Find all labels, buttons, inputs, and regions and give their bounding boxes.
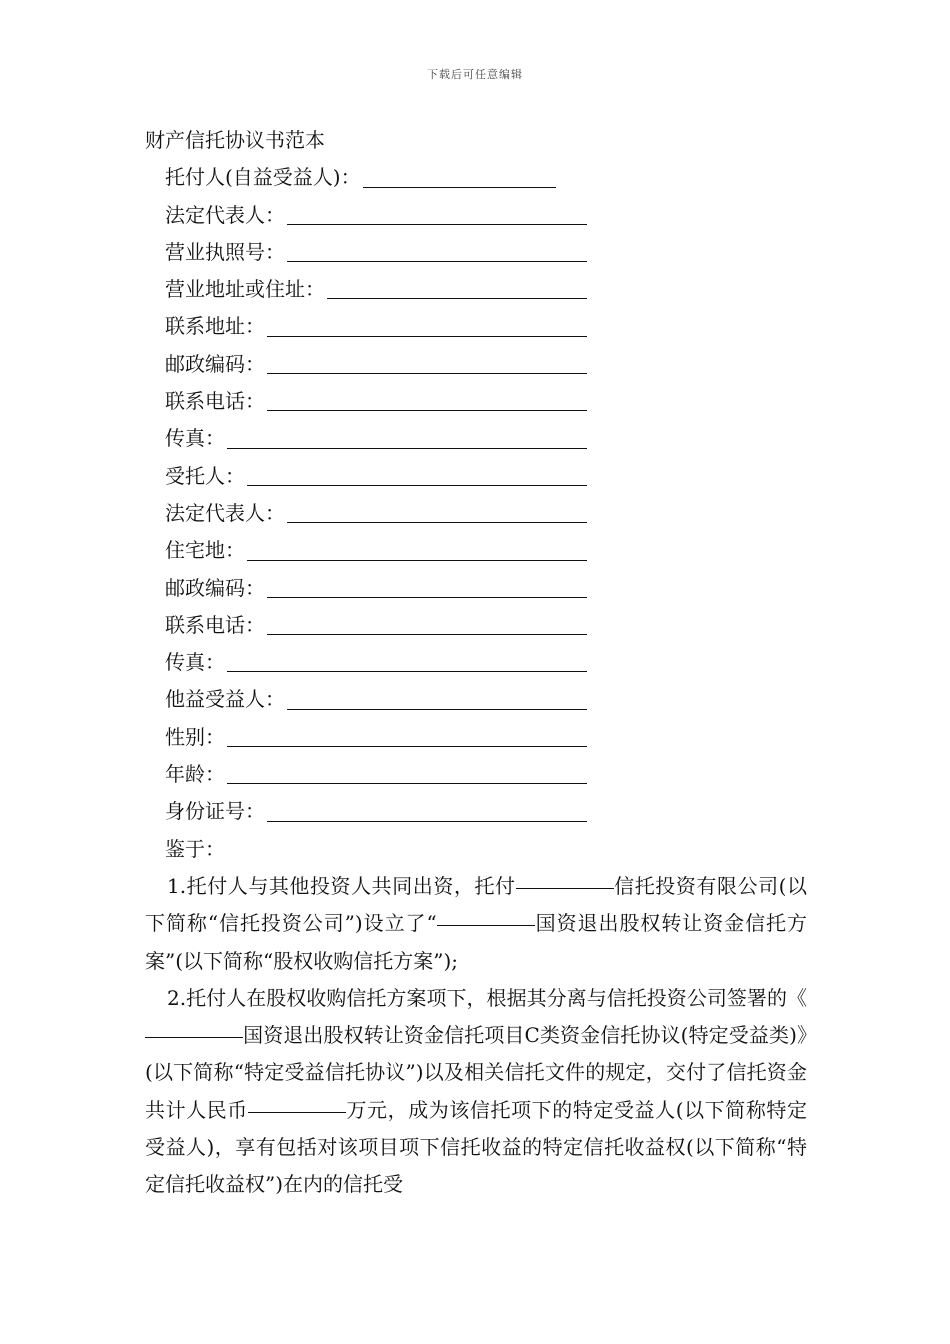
form-field-row — [145, 346, 807, 383]
form-field-row — [145, 271, 807, 308]
form-field-label: 法定代表人： — [165, 500, 285, 525]
trust-company-blank[interactable] — [516, 888, 614, 889]
form-field-row — [145, 234, 807, 271]
form-field-row — [145, 383, 807, 420]
clause-1 — [145, 868, 807, 980]
document-body — [145, 122, 807, 1204]
clause-2-text-c: 万元，成为该信托项下的特定受益人(以下简称特定受益人)，享有包括对该项目项下信托收益的特定信托收益权(以下简称“特定信托收益权”)在内的信托受 — [145, 1097, 807, 1197]
whereas-label: 鉴于： — [165, 836, 225, 861]
clause-2-text-b: 国资退出股权转让资金信托项目C类资金信托协议(特定受益类)》(以下简称“特定受益信托协议”)以及相关信托文件的规定，交付了信托资金共计人民币 — [145, 1023, 807, 1122]
form-field-row — [145, 719, 807, 756]
clause-1-text-c: 国资退出股权转让资金信托方案”(以下简称“股权收购信托方案”); — [145, 911, 808, 973]
form-field-blank[interactable] — [363, 187, 556, 188]
form-field-row — [145, 197, 807, 234]
form-field-row — [145, 681, 807, 718]
form-field-label: 传真： — [165, 650, 225, 675]
project-name-blank[interactable] — [145, 1037, 243, 1038]
form-field-blank[interactable] — [267, 597, 587, 598]
clause-1-text-b: 信托投资有限公司(以下简称“信托投资公司”)设立了“ — [145, 873, 807, 936]
form-field-label: 他益受益人： — [165, 687, 285, 712]
amount-blank[interactable] — [248, 1112, 346, 1113]
form-field-label: 联系电话： — [165, 612, 265, 637]
form-field-blank[interactable] — [267, 336, 587, 337]
clause-2-text-a: 2.托付人在股权收购信托方案项下，根据其分离与信托投资公司签署的《 — [167, 985, 807, 1010]
form-field-label: 性别： — [165, 724, 225, 749]
form-field-label: 住宅地： — [165, 538, 245, 563]
form-field-blank[interactable] — [227, 783, 587, 784]
form-field-blank[interactable] — [267, 821, 587, 822]
form-field-label: 年龄： — [165, 762, 225, 787]
form-field-blank[interactable] — [247, 485, 587, 486]
form-field-label: 邮政编码： — [165, 575, 265, 600]
form-field-blank[interactable] — [227, 448, 587, 449]
party-fields — [145, 159, 807, 830]
form-field-label: 联系电话： — [165, 389, 265, 414]
form-field-label: 身份证号： — [165, 799, 265, 824]
form-field-row — [145, 756, 807, 793]
form-field-blank[interactable] — [267, 634, 587, 635]
form-field-label: 邮政编码： — [165, 351, 265, 376]
form-field-blank[interactable] — [327, 298, 587, 299]
form-field-blank[interactable] — [227, 746, 587, 747]
clause-2 — [145, 980, 807, 1204]
form-field-row — [145, 793, 807, 830]
form-field-blank[interactable] — [267, 373, 587, 374]
form-field-row — [145, 644, 807, 681]
form-field-label: 营业执照号： — [165, 239, 285, 264]
form-field-row — [145, 532, 807, 569]
form-field-label: 联系地址： — [165, 314, 265, 339]
form-field-label: 托付人(自益受益人)： — [165, 165, 361, 190]
form-field-blank[interactable] — [287, 709, 587, 710]
header-note: 下载后可任意编辑 — [427, 68, 523, 81]
form-field-label: 法定代表人： — [165, 202, 285, 227]
form-field-label: 传真： — [165, 426, 225, 451]
form-field-row — [145, 420, 807, 457]
scheme-name-blank[interactable] — [437, 925, 535, 926]
form-field-row — [145, 308, 807, 345]
form-field-row — [145, 495, 807, 532]
form-field-blank[interactable] — [287, 224, 587, 225]
form-field-blank[interactable] — [287, 522, 587, 523]
form-field-label: 营业地址或住址： — [165, 277, 325, 302]
form-field-label: 受托人： — [165, 463, 245, 488]
form-field-blank[interactable] — [267, 410, 587, 411]
form-field-blank[interactable] — [227, 671, 587, 672]
clause-1-text-a: 1.托付人与其他投资人共同出资，托付 — [167, 873, 516, 898]
form-field-row — [145, 607, 807, 644]
form-field-row — [145, 570, 807, 607]
form-field-row — [145, 458, 807, 495]
form-field-blank[interactable] — [287, 261, 587, 262]
form-field-row — [145, 159, 807, 196]
form-field-blank[interactable] — [247, 560, 587, 561]
document-title: 财产信托协议书范本 — [145, 128, 325, 152]
